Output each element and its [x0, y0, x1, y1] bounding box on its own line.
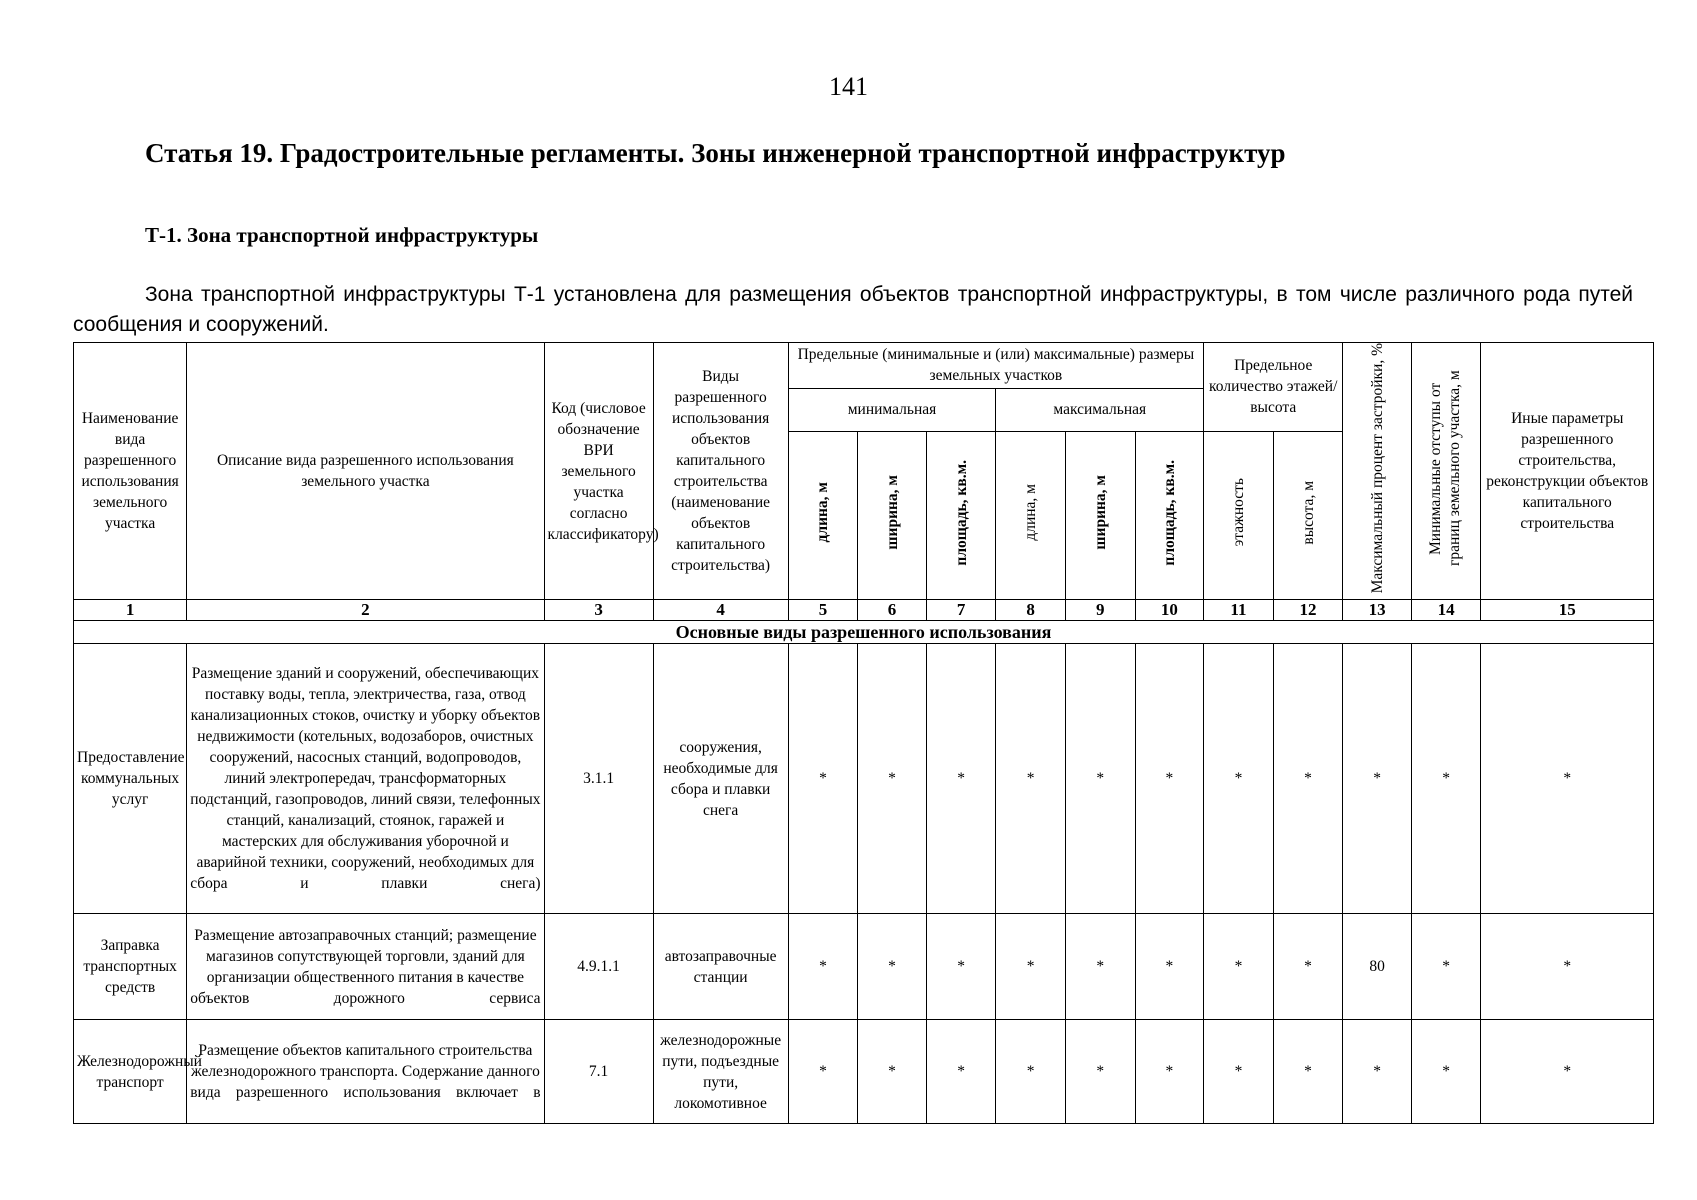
header-max-width: ширина, м	[1065, 431, 1135, 600]
column-number: 6	[858, 600, 927, 621]
page-number: 141	[829, 72, 868, 101]
column-number: 7	[926, 600, 996, 621]
row-value: *	[1204, 644, 1274, 914]
column-number: 11	[1204, 600, 1274, 621]
column-number: 8	[996, 600, 1066, 621]
row-value: *	[1204, 1020, 1274, 1124]
row-value: *	[1481, 644, 1654, 914]
row-value: *	[1273, 1020, 1343, 1124]
row-value: *	[1411, 1020, 1481, 1124]
header-minimal: минимальная	[788, 388, 996, 431]
header-limits: Предельные (минимальные и (или) максимальные) размеры земельных участков	[788, 343, 1204, 389]
row-description: Размещение зданий и сооружений, обеспечивающих поставку воды, тепла, электричества, газа, отвод канализационных стоков, очистку и уборку объектов недвижимости (котельных, водозаборов, очистных сооружений, насосных станций, водопроводов, линий электропередач, трансформаторных подстанций, газопроводов, линий связи, телефонных станций, канализаций, стоянок, гаражей и мастерских для обслуживания уборочной и аварийной техники, сооружений, необходимых для сбора и плавки снега)	[187, 644, 544, 914]
table-row	[74, 914, 1654, 1020]
zone-title: Т-1. Зона транспортной инфраструктуры	[145, 223, 539, 247]
row-value: *	[788, 1020, 858, 1124]
row-name: Предоставление коммунальных услуг	[74, 644, 187, 914]
row-value: *	[996, 914, 1066, 1020]
row-value: *	[1065, 914, 1135, 1020]
header-min-length: длина, м	[788, 431, 858, 600]
row-value: *	[1135, 644, 1204, 914]
row-kinds: автозаправочные станции	[653, 914, 788, 1020]
row-value: *	[996, 644, 1066, 914]
row-value: *	[996, 1020, 1066, 1124]
row-description: Размещение объектов капитального строительства железнодорожного транспорта. Содержание данного вида разрешенного использования включает в	[187, 1020, 544, 1124]
column-number: 12	[1273, 600, 1343, 621]
row-value: *	[1065, 1020, 1135, 1124]
row-value: *	[858, 644, 927, 914]
row-code: 7.1	[544, 1020, 653, 1124]
row-value: *	[1204, 914, 1274, 1020]
row-value: *	[1411, 644, 1481, 914]
row-value: *	[788, 644, 858, 914]
row-kinds: железнодорожные пути, подъездные пути, локомотивное	[653, 1020, 788, 1124]
row-value: *	[1135, 914, 1204, 1020]
header-description: Описание вида разрешенного использования земельного участка	[187, 343, 544, 600]
table-row	[74, 1020, 1654, 1124]
column-numbers-row	[74, 600, 1654, 621]
article-title: Статья 19. Градостроительные регламенты. Зоны инженерной транспортной инфраструктур	[145, 138, 1286, 168]
row-value: *	[1273, 914, 1343, 1020]
header-name: Наименование вида разрешенного использования земельного участка	[74, 343, 187, 600]
row-value: *	[788, 914, 858, 1020]
column-number: 10	[1135, 600, 1204, 621]
row-value: *	[858, 1020, 927, 1124]
header-floors-height: Предельное количество этажей/ высота	[1204, 343, 1343, 432]
header-max-length: длина, м	[996, 431, 1066, 600]
row-value: *	[926, 1020, 996, 1124]
row-code: 4.9.1.1	[544, 914, 653, 1020]
row-value: *	[926, 914, 996, 1020]
row-value: *	[1343, 1020, 1412, 1124]
header-height: высота, м	[1273, 431, 1343, 600]
row-value: *	[1481, 1020, 1654, 1124]
column-number: 13	[1343, 600, 1412, 621]
column-number: 15	[1481, 600, 1654, 621]
column-number: 1	[74, 600, 187, 621]
header-kinds: Виды разрешенного использования объектов капитального строительства (наименование объектов капитального строительства)	[653, 343, 788, 600]
section-title: Основные виды разрешенного использования	[74, 621, 1654, 644]
header-max-area: площадь, кв.м.	[1135, 431, 1204, 600]
header-min-width: ширина, м	[858, 431, 927, 600]
header-other-params: Иные параметры разрешенного строительства, реконструкции объектов капитального строительства	[1481, 343, 1654, 600]
row-name: Железнодорожный транспорт	[74, 1020, 187, 1124]
row-value: *	[1411, 914, 1481, 1020]
row-kinds: сооружения, необходимые для сбора и плавки снега	[653, 644, 788, 914]
zone-description: Зона транспортной инфраструктуры Т-1 установлена для размещения объектов транспортной инфраструктуры, в том числе различного рода путей сообщения и сооружений.	[73, 283, 1633, 336]
row-value: *	[1481, 914, 1654, 1020]
row-value: *	[858, 914, 927, 1020]
header-code: Код (числовое обозначение ВРИ земельного участка согласно классификатору)	[544, 343, 653, 600]
row-description: Размещение автозаправочных станций; размещение магазинов сопутствующей торговли, зданий для организации общественного питания в качестве объектов дорожного сервиса	[187, 914, 544, 1020]
column-number: 3	[544, 600, 653, 621]
header-floors: этажность	[1204, 431, 1274, 600]
header-maximal: максимальная	[996, 388, 1204, 431]
row-value: *	[926, 644, 996, 914]
header-max-percent: Максимальный процент застройки, %	[1343, 343, 1412, 600]
column-number: 5	[788, 600, 858, 621]
row-value: *	[1273, 644, 1343, 914]
header-min-offsets: Минимальные отступы от границ земельного участка, м	[1411, 343, 1481, 600]
column-number: 4	[653, 600, 788, 621]
table-row	[74, 644, 1654, 914]
row-value: *	[1065, 644, 1135, 914]
row-code: 3.1.1	[544, 644, 653, 914]
row-value: *	[1343, 644, 1412, 914]
regulations-table	[73, 342, 1654, 1124]
row-value: *	[1135, 1020, 1204, 1124]
row-value: 80	[1343, 914, 1412, 1020]
header-min-area: площадь, кв.м.	[926, 431, 996, 600]
column-number: 14	[1411, 600, 1481, 621]
column-number: 2	[187, 600, 544, 621]
column-number: 9	[1065, 600, 1135, 621]
row-name: Заправка транспортных средств	[74, 914, 187, 1020]
